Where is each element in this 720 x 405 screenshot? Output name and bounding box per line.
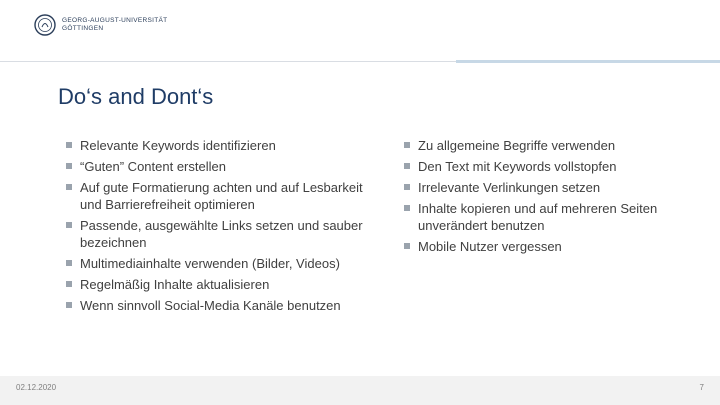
list-item-text: Den Text mit Keywords vollstopfen (418, 159, 617, 174)
list-item (66, 255, 376, 272)
list-item (404, 179, 694, 196)
header-divider (0, 61, 456, 62)
footer-date: 02.12.2020 (16, 383, 57, 392)
list-item-text: Wenn sinnvoll Social-Media Kanäle benutzen (80, 298, 341, 313)
donts-list (404, 137, 694, 259)
university-logo (34, 14, 167, 36)
list-item-text: Auf gute Formatierung achten und auf Lesbarkeit und Barrierefreiheit optimieren (80, 180, 363, 212)
list-item-text: Relevante Keywords identifizieren (80, 138, 276, 153)
dos-list (66, 137, 376, 318)
list-item-text: Inhalte kopieren und auf mehreren Seiten unverändert benutzen (418, 201, 658, 233)
list-item-text: Mobile Nutzer vergessen (418, 239, 562, 254)
bullet-icon (66, 142, 72, 148)
list-item (404, 238, 694, 255)
list-item (66, 158, 376, 175)
list-item (66, 297, 376, 314)
slide-title: Do‘s and Dont‘s (58, 84, 214, 109)
list-item (66, 217, 376, 251)
bullet-icon (66, 163, 72, 169)
list-item (404, 158, 694, 175)
university-seal-icon (34, 14, 56, 36)
list-item-text: Irrelevante Verlinkungen setzen (418, 180, 601, 195)
bullet-icon (404, 142, 410, 148)
university-name (62, 17, 167, 33)
university-name-line1: GEORG-AUGUST-UNIVERSITÄT (62, 17, 168, 24)
bullet-icon (404, 163, 410, 169)
bullet-icon (404, 243, 410, 249)
bullet-icon (66, 281, 72, 287)
list-item-text: Zu allgemeine Begriffe verwenden (418, 138, 616, 153)
list-item-text: Multimediainhalte verwenden (Bilder, Videos) (80, 256, 340, 271)
bullet-icon (66, 222, 72, 228)
bullet-icon (66, 302, 72, 308)
header-accent-bar (456, 60, 720, 63)
bullet-icon (66, 184, 72, 190)
page-number: 7 (699, 383, 704, 392)
list-item-text: Passende, ausgewählte Links setzen und sauber bezeichnen (80, 218, 363, 250)
bullet-icon (66, 260, 72, 266)
list-item (66, 137, 376, 154)
university-name-line2: GÖTTINGEN (62, 25, 104, 32)
bullet-icon (404, 184, 410, 190)
list-item (66, 179, 376, 213)
list-item (404, 200, 694, 234)
bullet-icon (404, 205, 410, 211)
list-item-text: “Guten” Content erstellen (80, 159, 226, 174)
list-item-text: Regelmäßig Inhalte aktualisieren (80, 277, 270, 292)
list-item (404, 137, 694, 154)
list-item (66, 276, 376, 293)
footer-bar (0, 376, 720, 405)
